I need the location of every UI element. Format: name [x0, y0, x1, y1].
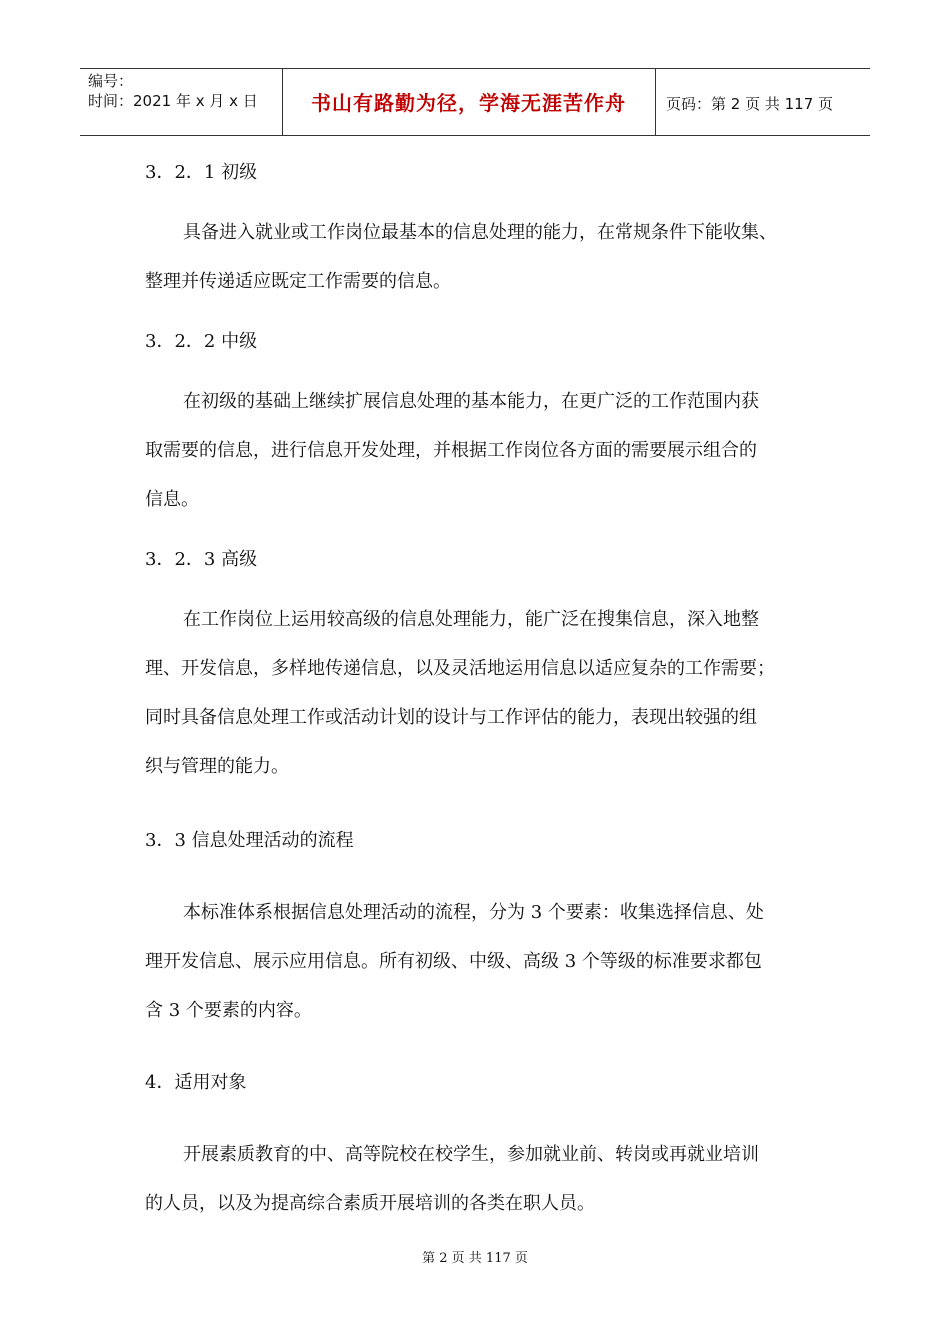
header-page-info: 页码：第 2 页 共 117 页 — [666, 95, 834, 113]
paragraph-line: 同时具备信息处理工作或活动计划的设计与工作评估的能力，表现出较强的组 — [145, 707, 757, 728]
paragraph-line: 织与管理的能力。 — [145, 756, 289, 777]
paragraph-line: 具备进入就业或工作岗位最基本的信息处理的能力，在常规条件下能收集、 — [183, 222, 777, 243]
paragraph-line: 整理并传递适应既定工作需要的信息。 — [145, 271, 451, 292]
header-divider-right — [655, 69, 656, 135]
document-number-label: 编号： — [88, 72, 134, 90]
page-footer: 第 2 页 共 117 页 — [422, 1251, 528, 1266]
section-heading-3-2-1: 3．2．1 初级 — [145, 162, 258, 183]
section-heading-4: 4．适用对象 — [145, 1072, 247, 1093]
paragraph-line: 理开发信息、展示应用信息。所有初级、中级、高级 3 个等级的标准要求都包 — [145, 951, 762, 972]
section-heading-3-2-2: 3．2．2 中级 — [145, 331, 258, 352]
page-header — [80, 68, 870, 136]
paragraph-line: 在初级的基础上继续扩展信息处理的基本能力，在更广泛的工作范围内获 — [183, 391, 759, 412]
paragraph-line: 取需要的信息，进行信息开发处理，并根据工作岗位各方面的需要展示组合的 — [145, 440, 757, 461]
header-motto: 书山有路勤为径，学海无涯苦作舟 — [311, 91, 626, 115]
section-heading-3-2-3: 3．2．3 高级 — [145, 549, 258, 570]
paragraph-line: 在工作岗位上运用较高级的信息处理能力，能广泛在搜集信息，深入地整 — [183, 609, 759, 630]
paragraph-line: 含 3 个要素的内容。 — [145, 1000, 312, 1021]
paragraph-line: 开展素质教育的中、高等院校在校学生，参加就业前、转岗或再就业培训 — [183, 1144, 759, 1165]
paragraph-line: 信息。 — [145, 489, 199, 510]
header-meta — [88, 71, 258, 111]
document-time-label: 时间：2021 年 x 月 x 日 — [88, 92, 258, 110]
paragraph-line: 理、开发信息，多样地传递信息，以及灵活地运用信息以适应复杂的工作需要； — [145, 658, 775, 679]
section-heading-3-3: 3．3 信息处理活动的流程 — [145, 830, 354, 851]
paragraph-line: 本标准体系根据信息处理活动的流程，分为 3 个要素：收集选择信息、处 — [183, 902, 764, 923]
paragraph-line: 的人员，以及为提高综合素质开展培训的各类在职人员。 — [145, 1193, 595, 1214]
